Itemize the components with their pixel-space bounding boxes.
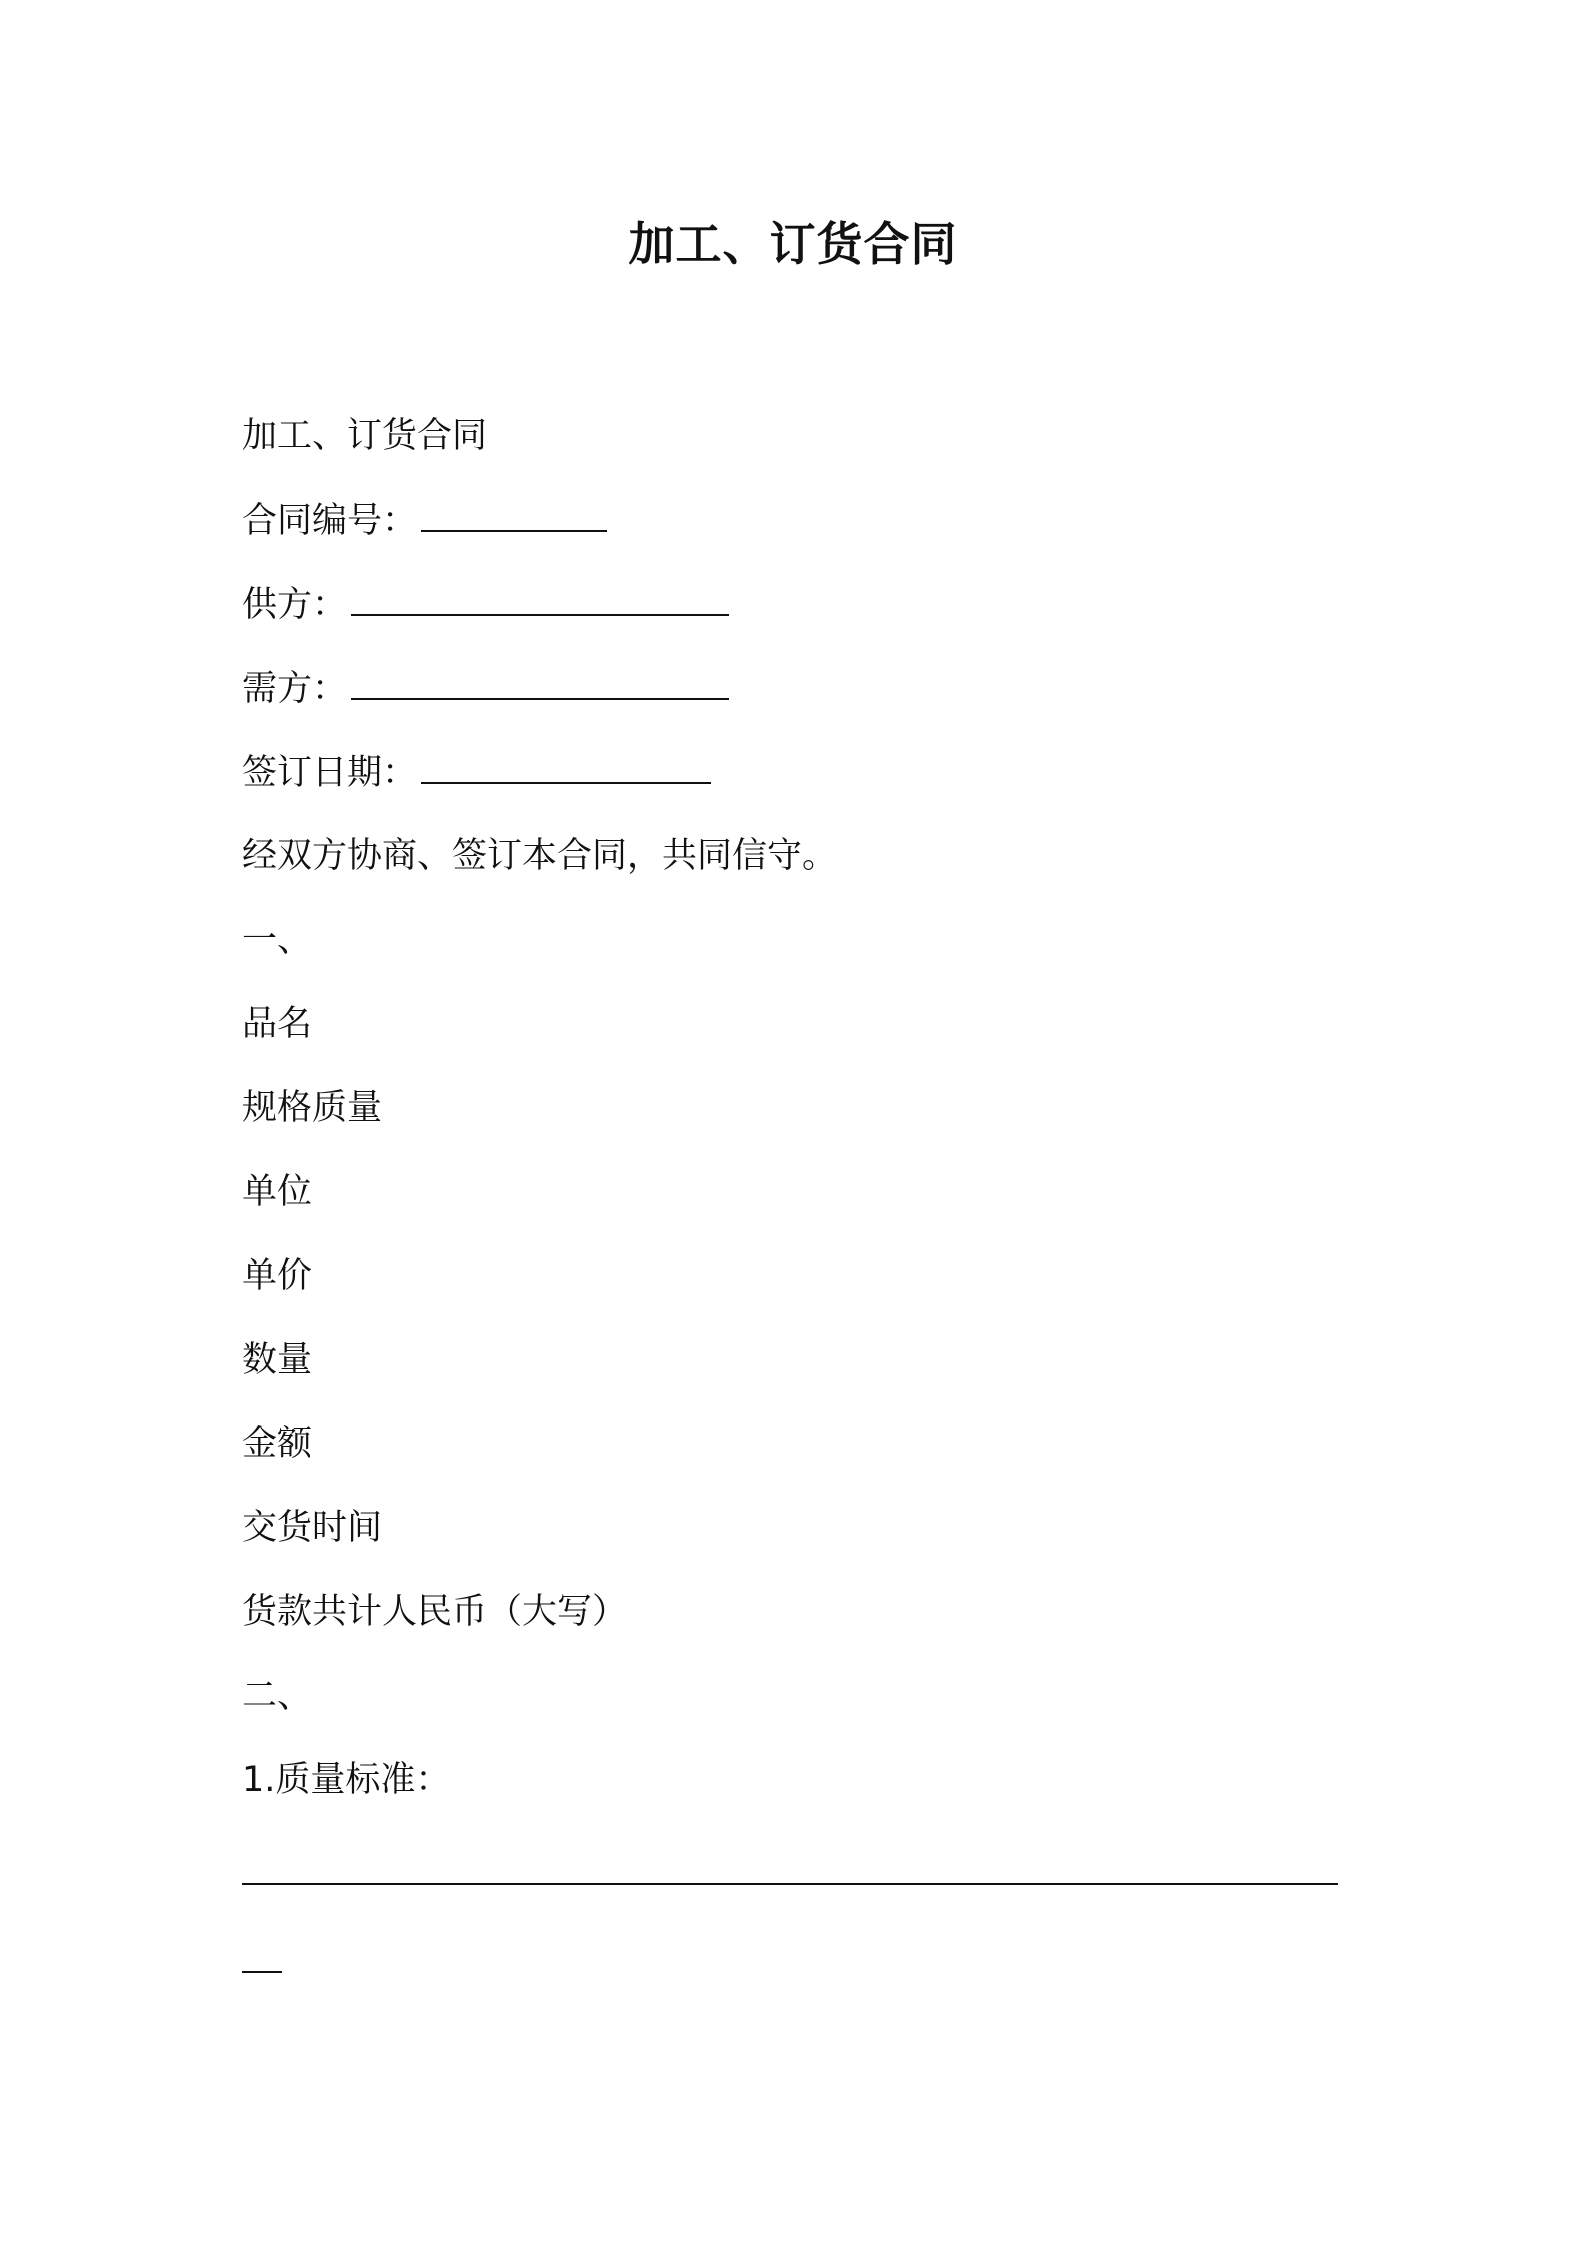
item-product-name: 品名	[242, 1004, 313, 1044]
item-quantity: 数量	[242, 1340, 313, 1380]
buyer-label: 需方：	[242, 669, 348, 709]
contract-number-label: 合同编号：	[242, 501, 418, 541]
item-amount: 金额	[242, 1424, 313, 1464]
section-1-number: 一、	[242, 920, 313, 960]
sign-date-label: 签订日期：	[242, 753, 418, 793]
contract-number-blank	[421, 490, 607, 532]
document-body	[242, 406, 1352, 1834]
item-delivery-time: 交货时间	[242, 1508, 383, 1548]
supplier-row	[242, 574, 1352, 658]
quality-standard-blank-continuation	[242, 1971, 282, 1973]
contract-number-row	[242, 490, 1352, 574]
buyer-blank	[351, 658, 729, 700]
item-unit: 单位	[242, 1172, 313, 1212]
item-unit-price: 单价	[242, 1256, 313, 1296]
section-2-number: 二、	[242, 1676, 313, 1716]
item-spec-quality: 规格质量	[242, 1088, 383, 1128]
item-total-amount: 货款共计人民币（大写）	[242, 1592, 628, 1632]
supplier-label: 供方：	[242, 585, 348, 625]
sign-date-row	[242, 742, 1352, 826]
quality-standard-clause: 1.质量标准：	[242, 1760, 451, 1800]
document-heading: 加工、订货合同	[242, 416, 488, 456]
supplier-blank	[351, 574, 729, 616]
intro-paragraph: 经双方协商、签订本合同，共同信守。	[242, 836, 838, 876]
buyer-row	[242, 658, 1352, 742]
sign-date-blank	[421, 742, 711, 784]
quality-standard-blank-line	[242, 1883, 1338, 1885]
document-title: 加工、订货合同	[628, 217, 958, 271]
